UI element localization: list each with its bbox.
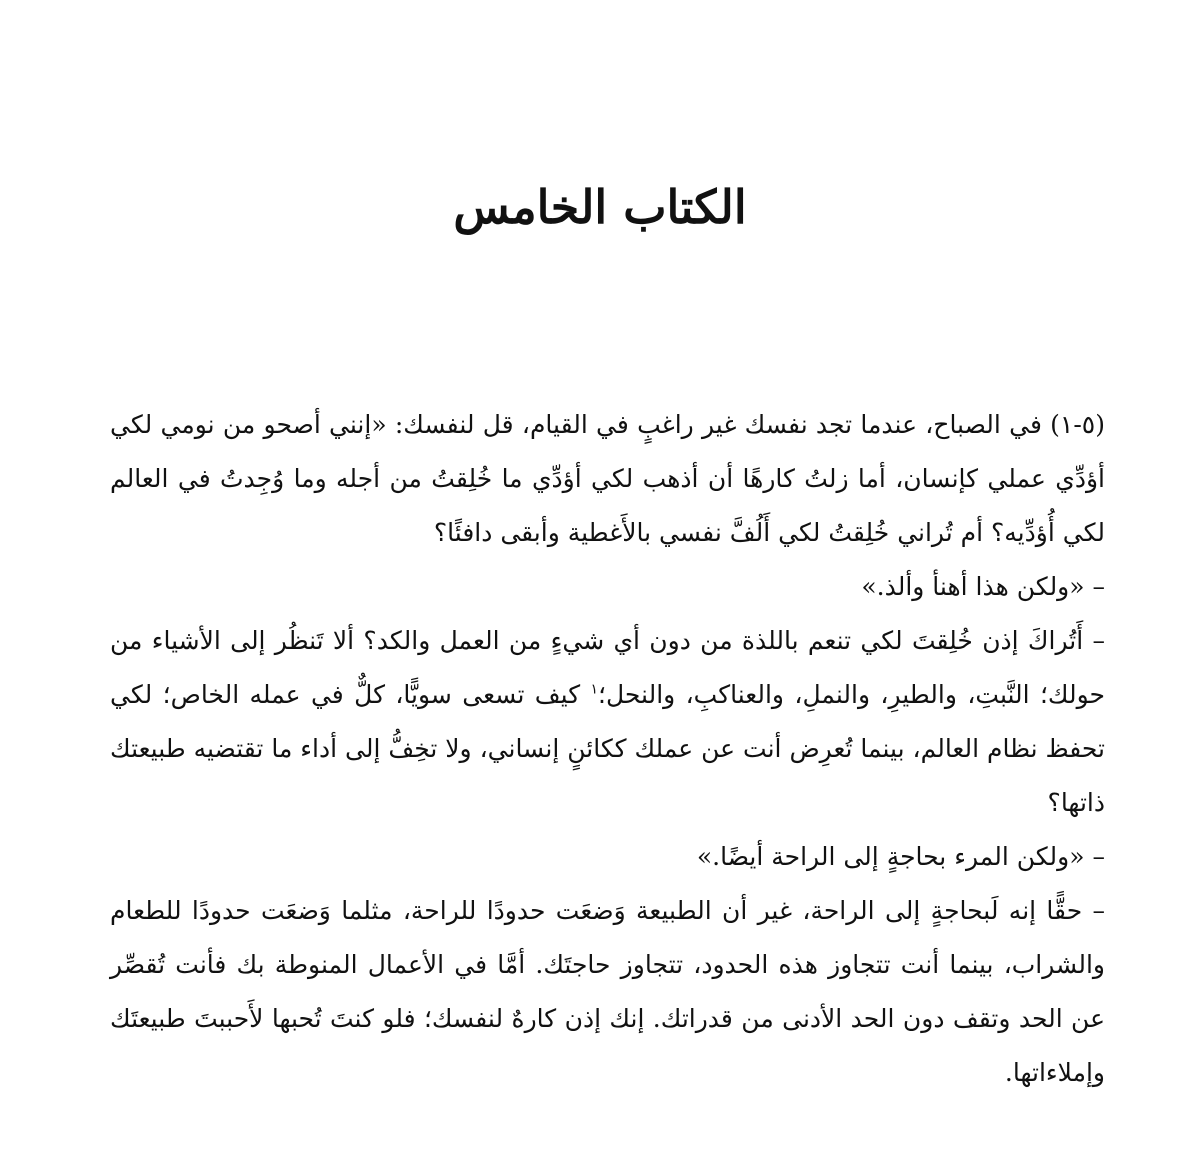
paragraph-nature-works-part-2: كيف تسعى سويًّا، كلٌّ في عمله الخاص؛ لكي تحفظ نظام العالم، بينما تُعرِض أنت عن عملك ككائنٍ إنساني، ولا تخِفُّ إلى أداء ما تقتضيه طبيعتك ذاتها؟ — [110, 680, 1105, 817]
paragraph-nature-works-part-1: – أَتُراكَ إذن خُلِقتَ لكي تنعم باللذة من دون أي شيءٍ من العمل والكد؟ ألا تَنظُر إلى الأشياء من حولك؛ النَّبتِ، والطيرِ، والنملِ، والعناكبِ، والنحل؛ — [110, 626, 1105, 709]
footnote-marker[interactable]: ١ — [590, 681, 599, 698]
paragraph-nature-works — [110, 614, 1105, 830]
paragraph-morning-reflection: (٥-١) في الصباح، عندما تجد نفسك غير راغبٍ في القيام، قل لنفسك: «إنني أصحو من نومي لكي أؤدِّي عملي كإنسان، أما زلتُ كارهًا أن أذهب لكي أؤدِّي ما خُلِقتُ من أجله وما وُجِدتُ في العالم لكي أُؤدِّيه؟ أم تُراني خُلِقتُ لكي أَلُفَّ نفسي بالأَغطية وأبقى دافئًا؟ — [110, 410, 1105, 547]
body-text — [110, 398, 1105, 1100]
paragraph-objection-rest: – «ولكن المرء بحاجةٍ إلى الراحة أيضًا.» — [696, 842, 1105, 871]
paragraph-objection-comfort: – «ولكن هذا أهنأ وألذ.» — [861, 572, 1105, 601]
chapter-title: الكتاب الخامس — [453, 180, 747, 234]
paragraph-limits-of-rest: – حقًّا إنه لَبحاجةٍ إلى الراحة، غير أن الطبيعة وَضعَت حدودًا للراحة، مثلما وَضعَت حدودًا للطعام والشراب، بينما أنت تتجاوز هذه الحدود، تتجاوز حاجتَك. أمَّا في الأعمال المنوطة بك فأنت تُقصِّر عن الحد وتقف دون الحد الأدنى من قدراتك. إنك إذن كارهٌ لنفسك؛ فلو كنتَ تُحبها لأَحببتَ طبيعتَك وإملاءاتها. — [110, 896, 1105, 1087]
